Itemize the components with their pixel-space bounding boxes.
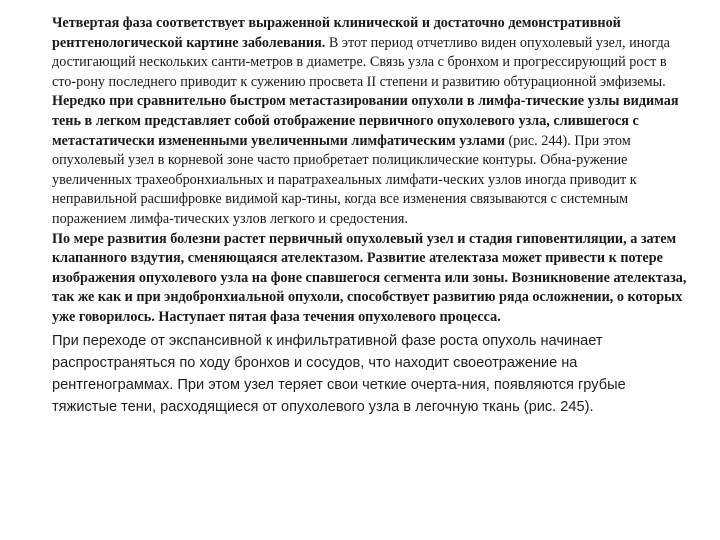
paragraph-metastasis (52, 92, 688, 229)
paragraph-phase-four-bold: Четвертая фаза соответствует выраженной клинической и достаточно демонстративной рентгенологической картине заболевания. (52, 15, 621, 51)
paragraph-infiltrative-phase: При переходе от экспансивной к инфильтративной фазе роста опухоль начинает распространяться по ходу бронхов и сосудов, что находит своеотражение на рентгенограммах. При этом узел теряет свои четкие очерта-ния, появляются грубые тяжистые тени, расходящиеся от опухолевого узла в легочную ткань (рис. 245). (52, 332, 626, 415)
paragraph-atelectasis: По мере развития болезни растет первичный опухолевый узел и стадия гиповентиляции, а затем клапанного вздутия, сменяющаяся ателектазом. Развитие ателектаза может привести к потере изображения опухолевого узла на фоне спавшегося сегмента или зоны. Возникновение ателектаза, так же как и при эндобронхиальной опухоли, способствует развитию ряда осложнении, о которых уже говорилось. Наступает пятая фаза течения опухолевого процесса. (52, 230, 687, 325)
document-page (52, 14, 688, 418)
paragraph-phase-four-text: В этот период отчетливо виден опухолевый узел, иногда достигающий нескольких санти-метров в диаметре. Связь узла с бронхом и прогрессирующий рост в сто-рону последнего приводит к сужению просвета II степени и развитию обтурационной эмфиземы. (52, 34, 670, 90)
paragraph-metastasis-bold: Нередко при сравнительно быстром метастазировании опухоли в лимфа-тические узлы видимая тень в легком представляет собой отображение первичного опухолевого узла, слившегося с метастатически измененными увеличенными лимфатическим узлами (52, 93, 679, 149)
paragraph-metastasis-text: (рис. 244). При этом опухолевый узел в корневой зоне часто приобретает полициклические контуры. Обна-ружение увеличенных трахеобронхиальных и паратрахеальных лимфати-ческих узлов иногда приводит к неправильной расшифровке видимой кар-тины, когда все изменения связываются с системным поражением лимфа-тических узлов легкого и средостения. (52, 132, 637, 227)
paragraph-phase-four (52, 14, 688, 92)
